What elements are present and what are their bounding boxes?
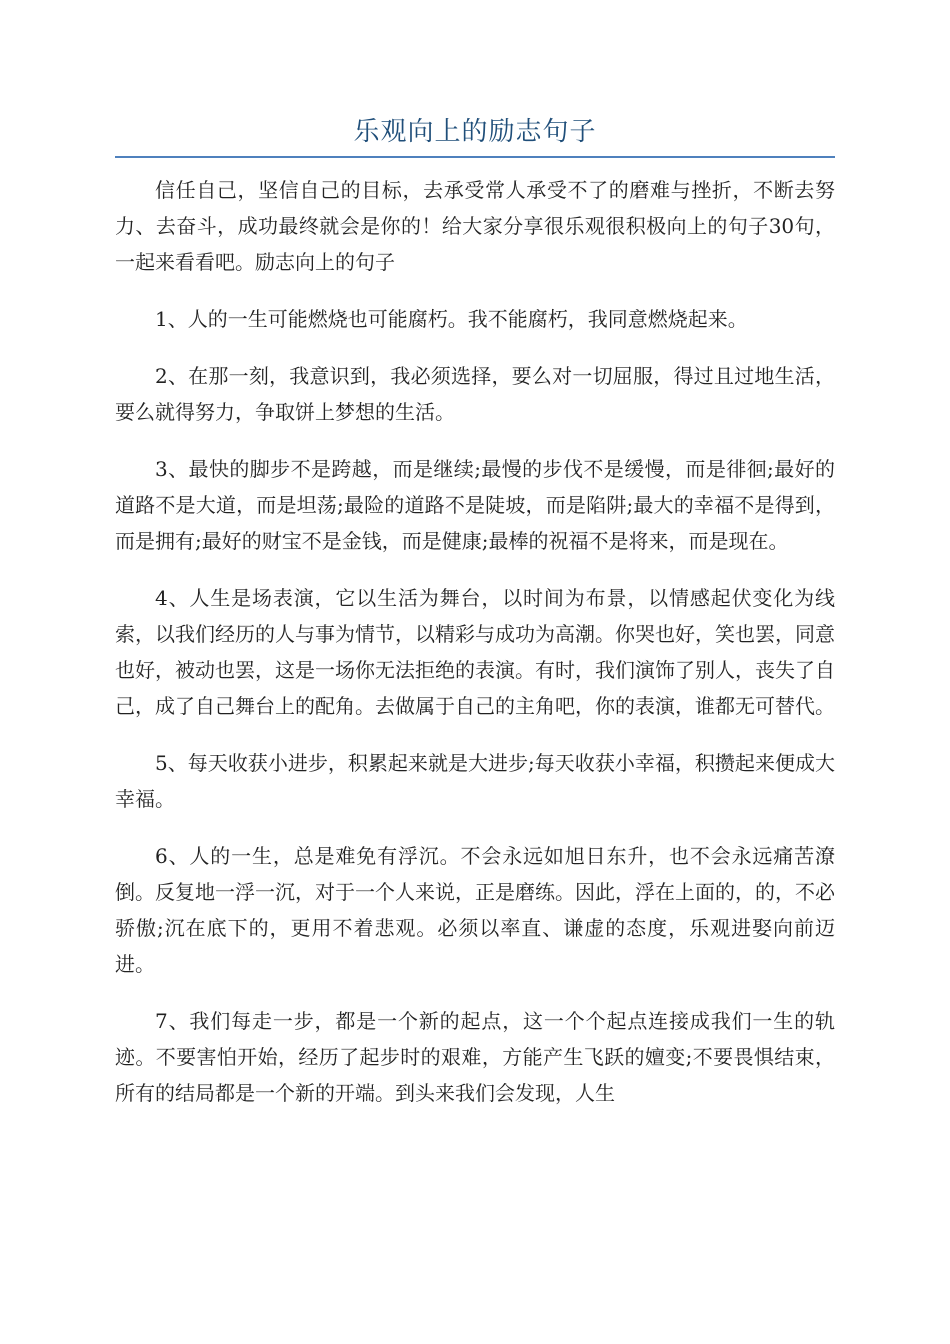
- quote-paragraph-4: 4、人生是场表演，它以生活为舞台，以时间为布景，以情感起伏变化为线索，以我们经历的人与事为情节，以精彩与成功为高潮。你哭也好，笑也罢，同意也好，被动也罢，这是一场你无法拒绝的表演。有时，我们演饰了别人，丧失了自己，成了自己舞台上的配角。去做属于自己的主角吧，你的表演，谁都无可替代。: [115, 586, 835, 718]
- quote-paragraph-7: 7、我们每走一步，都是一个新的起点，这一个个起点连接成我们一生的轨迹。不要害怕开始，经历了起步时的艰难，方能产生飞跃的嬗变;不要畏惧结束，所有的结局都是一个新的开端。到头来我们会发现，人生: [115, 1009, 835, 1105]
- quote-paragraph-5: 5、每天收获小进步，积累起来就是大进步;每天收获小幸福，积攒起来便成大幸福。: [115, 751, 835, 811]
- quote-paragraph-6: 6、人的一生，总是难免有浮沉。不会永远如旭日东升，也不会永远痛苦潦倒。反复地一浮一沉，对于一个人来说，正是磨练。因此，浮在上面的，的，不必骄傲;沉在底下的，更用不着悲观。必须以率直、谦虚的态度，乐观进娶向前迈进。: [115, 844, 835, 976]
- intro-paragraph: 信任自己，坚信自己的目标，去承受常人承受不了的磨难与挫折，不断去努力、去奋斗，成功最终就会是你的！给大家分享很乐观很积极向上的句子30句，一起来看看吧。励志向上的句子: [115, 178, 835, 274]
- page-title: 乐观向上的励志句子: [353, 117, 597, 147]
- title-block: [115, 112, 835, 158]
- quote-paragraph-2: 2、在那一刻，我意识到，我必须选择，要么对一切屈服，得过且过地生活，要么就得努力，争取饼上梦想的生活。: [115, 364, 835, 424]
- quote-paragraph-1: 1、人的一生可能燃烧也可能腐朽。我不能腐朽，我同意燃烧起来。: [155, 307, 748, 331]
- article-body: [115, 172, 835, 1132]
- quote-paragraph-3: 3、最快的脚步不是跨越，而是继续;最慢的步伐不是缓慢，而是徘徊;最好的道路不是大道，而是坦荡;最险的道路不是陡坡，而是陷阱;最大的幸福不是得到，而是拥有;最好的财宝不是金钱，而是健康;最棒的祝福不是将来，而是现在。: [115, 457, 835, 553]
